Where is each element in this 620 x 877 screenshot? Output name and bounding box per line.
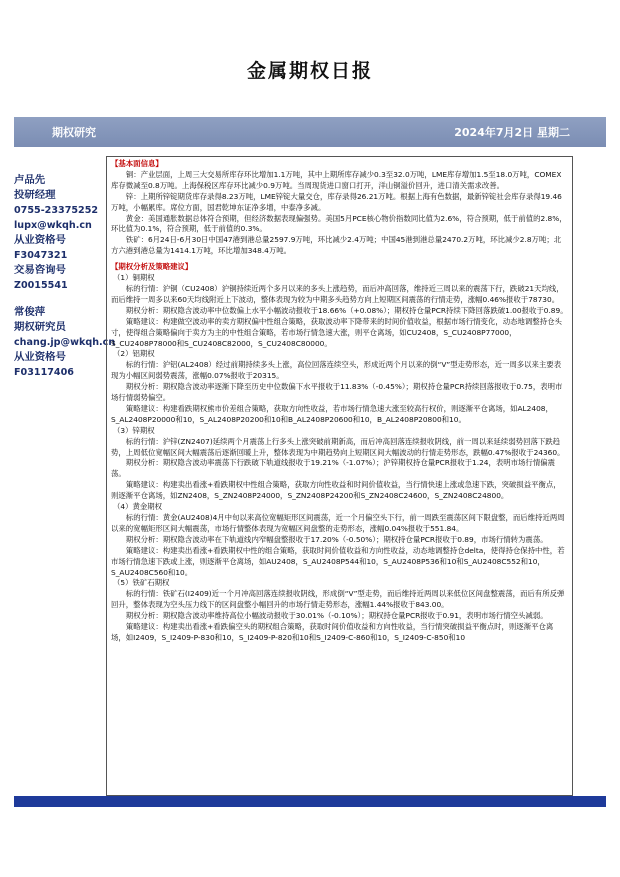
aluminum-market: 标的行情：沪铝(AL2408）经过前期持续多头上涨，高位回落连续空头，形成近两个月以来的倒“V”型走势形态，近一周多以来主要表现为小幅区间弱势震荡，涨幅0.07%报收于20315。 xyxy=(111,360,562,381)
author-sidebar xyxy=(14,173,116,380)
zinc-options: 期权分析：期权隐含波动率震荡下行跌破下轨道线报收于19.21%（-1.07%）；沪锌期权持仓量PCR报收于1.24，表明市场行情偏震荡。 xyxy=(111,458,555,479)
author-name: 卢品先 xyxy=(14,174,46,186)
aluminum-strategy: 策略建议：构建看跌期权熊市价差组合策略，获取方向性收益，若市场行情急速大涨至较高行权价，则逐渐平仓离场，如AL2408，S_AL2408P20000和10，S_AL2408P20200和10和B_AL2408P20600和10，B_AL2408P20800和10。 xyxy=(111,403,553,424)
zinc-strategy: 策略建议：构建卖出看涨+看跌期权中性组合策略，获取方向性收益和时间价值收益，当行情快速上涨或急速下跌，突破损益平衡点，则逐渐平仓离场，如ZN2408，S_ZN2408P24000，S_ZN2408P24200和S_ZN2408C24600，S_ZN2408C24800。 xyxy=(111,480,561,501)
zinc-market: 标的行情：沪锌(ZN2407)延续两个月震荡上行多头上涨突破前期新高，而后冲高回落连续报收阴线，前一周以来延续弱势回落下跌趋势，上周低位宽幅区间大幅震荡后逐渐回暖上升，整体表现为中期趋势向上短期区间大幅波动的行情走势形态，跌幅0.47%报收于24360。 xyxy=(111,436,565,457)
author-role: 投研经理 xyxy=(14,189,56,201)
author-phone: 0755-23375252 xyxy=(14,205,99,216)
gold-market: 标的行情：黄金(AU2408)4月中旬以来高位宽幅矩形区间震荡，近一个月偏空头下行，前一周跌至震荡区间下限盘整，而后维持近两周以来的宽幅矩形区间大幅震荡，市场行情整体表现为宽幅区间盘整的走势形态，涨幅0.04%报收于551.84。 xyxy=(111,513,565,533)
iron-ore-option-title: （5）铁矿石期权 xyxy=(113,578,170,588)
report-title: 金属期权日报 xyxy=(246,60,373,82)
analysis-heading: 【期权分析及策略建议】 xyxy=(111,262,193,272)
author-role: 期权研究员 xyxy=(14,321,66,333)
iron-ore-market: 标的行情：铁矿石(I2409)近一个月冲高回落连续报收阴线，形成倒“V”型走势，而后维持近两周以来低位区间盘整震荡，而后有所反弹回升，整体表现为空头压力线下的区间盘整小幅回升的市场行情走势形态，涨幅1.44%报收于843.00。 xyxy=(111,589,565,610)
iron-ore-options: 期权分析：期权隐含波动率维持高位小幅波动报收于30.01%（-0.10%）；期权持仓量PCR报收于0.91，表明市场行情空头减弱。 xyxy=(125,611,548,621)
basics-gold: 黄金：美国通胀数据总体符合预期，但经济数据表现偏强势。美国5月PCE核心物价指数同比值为2.6%，符合预期，低于前值的2.8%，环比值为0.1%，符合预期，低于前值的0.3%。 xyxy=(111,213,567,234)
report-date: 2024年7月2日 星期二 xyxy=(454,126,570,139)
zinc-option-title: （3）锌期权 xyxy=(113,425,155,435)
copper-market: 标的行情：沪铜（CU2408）沪铜持续近两个多月以来的多头上涨趋势，而后冲高回落，维持近三周以来的震荡下行，跌破21天均线，而后维持一周多以来60天均线附近上下波动，整体表现为较为中期多头趋势方向上短期区间震荡的行情走势，涨幅0.46%报收于78730。 xyxy=(111,283,564,304)
author-consult-label: 交易咨询号 xyxy=(14,264,66,276)
author-consult: Z0015541 xyxy=(14,280,68,291)
copper-option-title: （1）铜期权 xyxy=(113,273,155,283)
aluminum-option-title: （2）铝期权 xyxy=(113,349,155,359)
author-email[interactable]: chang.jp@wkqh.cn xyxy=(14,337,116,348)
section-label: 期权研究 xyxy=(52,126,96,139)
basics-iron-ore: 铁矿：6月24日-6月30日中国47港到港总量2597.9万吨，环比减少2.4万吨；中国45港到港总量2470.2万吨，环比减少2.8万吨；北方六港到港总量为1414.1万吨，环比增加348.4万吨。 xyxy=(111,235,562,256)
author-email[interactable]: lupx@wkqh.cn xyxy=(14,220,92,231)
gold-option-title: （4）黄金期权 xyxy=(113,502,163,512)
gold-options: 期权分析：期权隐含波动率在下轨道线内窄幅盘整报收于17.20%（-0.50%）；期权持仓量PCR报收于0.89，市场行情转为震荡。 xyxy=(125,534,548,544)
author-cert-label: 从业资格号 xyxy=(14,351,66,363)
header-banner xyxy=(14,117,606,147)
basics-zinc: 锌：上期所锌锭期货库存录得8.23万吨，LME锌锭大量交仓，库存录得26.21万吨。根据上海有色数据，最新锌锭社会库存录得19.46万吨，小幅累库。席位方面，国君乾坤东证净多增，中泰净多减。 xyxy=(111,191,562,212)
basics-copper: 铜：产业层面，上周三大交易所库存环比增加1.1万吨，其中上期所库存减少0.3至32.0万吨，LME库存增加1.5至18.0万吨，COMEX库存微减至0.8万吨。上海保税区库存环比减少0.9万吨。当周现货进口窗口打开，洋山铜溢价回升，进口清关需求改善。 xyxy=(111,169,562,190)
author-name: 常俊萍 xyxy=(14,306,46,318)
author-cert: F03117406 xyxy=(14,367,74,378)
author-cert: F3047321 xyxy=(14,250,68,261)
copper-options: 期权分析：期权隐含波动率中位数偏上水平小幅波动报收于18.66%（+0.08%）；期权持仓量PCR持续下降回落跌破1.00报收于0.89。 xyxy=(125,305,568,315)
author-cert-label: 从业资格号 xyxy=(14,234,66,246)
iron-ore-strategy: 策略建议：构建卖出看涨+看跌偏空头的期权组合策略，获取时间价值收益和方向性收益，当行情突破损益平衡点时，则逐渐平仓离场，如I2409，S_I2409-P-830和10，S_I2409-P-820和10和S_I2409-C-860和10，S_I2409-C-850和10 xyxy=(111,622,554,642)
copper-strategy: 策略建议：构建做空波动率的卖方期权偏中性组合策略，获取波动率下降带来的时间价值收益，根据市场行情变化，动态地调整持仓头寸，使得组合策略偏向于卖方为主的中性组合策略，若市场行情急速大涨，则平仓离场，如CU2408，S_CU2408P77000，S_CU2408P78000和S_CU2408C82000，S_CU2408C80000。 xyxy=(111,316,562,348)
basics-heading: 【基本面信息】 xyxy=(111,159,163,168)
report-body xyxy=(106,156,573,796)
aluminum-options: 期权分析：期权隐含波动率逐渐下降至历史中位数偏下水平报收于11.83%（-0.45%）；期权持仓量PCR持续回落报收于0.75，表明市场行情弱势偏空。 xyxy=(111,382,563,403)
gold-strategy: 策略建议：构建卖出看涨+看跌期权中性的组合策略，获取时间价值收益和方向性收益，动态地调整持仓delta，使得持仓保持中性，若市场行情急速下跌或上涨，则逐渐平仓离场，如AU2408，S_AU2408P544和10，S_AU2408P536和10和S_AU2408C552和10，S_AU2408C560和10。 xyxy=(111,545,565,577)
footer-bar xyxy=(14,796,606,807)
